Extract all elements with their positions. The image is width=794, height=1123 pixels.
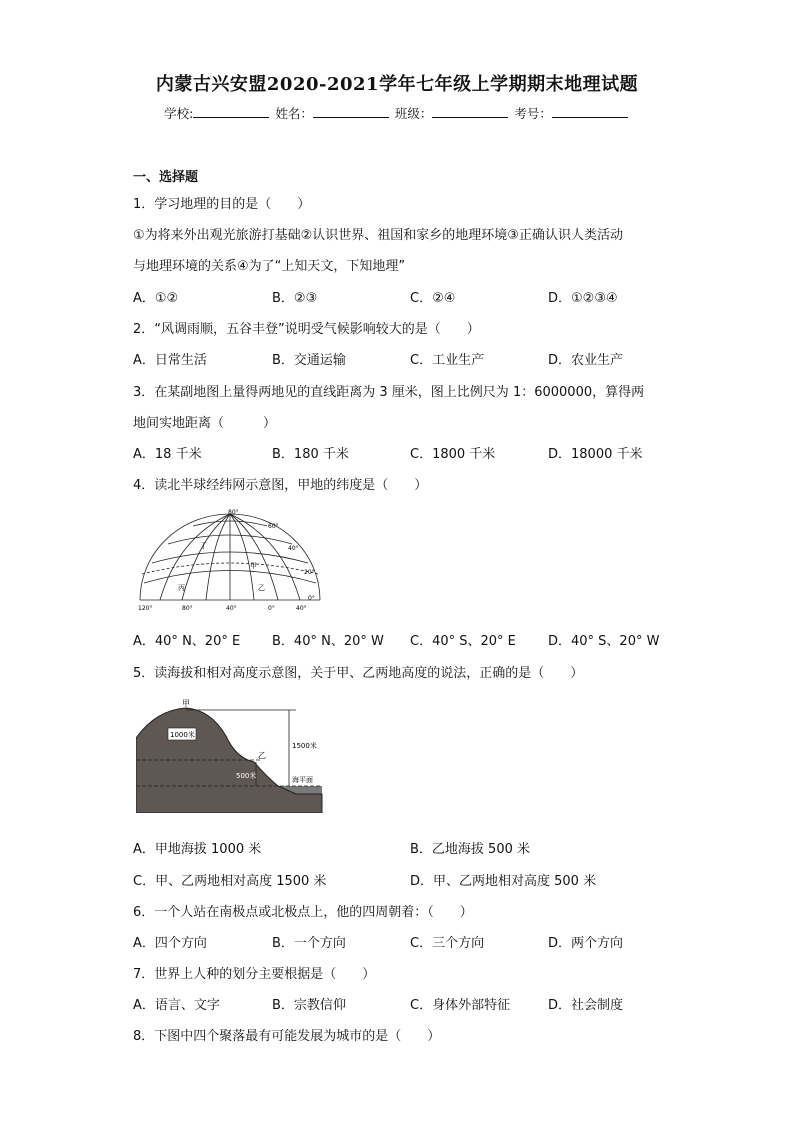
page-title: 内蒙古兴安盟2020-2021学年七年级上学期期末地理试题: [155, 74, 639, 95]
school-label: 学校:: [164, 106, 194, 121]
q6-stem: 6．一个人站在南极点或北极点上，他的四周朝着：（ ）: [133, 905, 473, 920]
class-blank: [432, 105, 508, 118]
name-blank: [313, 105, 389, 118]
lon-label-40: 40°: [226, 605, 237, 612]
q3-option-b: B．180 千米: [272, 447, 349, 462]
elevation-figure: [136, 698, 326, 813]
point-ding: 丁: [200, 542, 207, 550]
q5-option-b: B．乙地海拔 500 米: [410, 842, 530, 857]
lon-label-80: 80°: [182, 605, 193, 612]
q5-stem: 5．读海拔和相对高度示意图，关于甲、乙两地高度的说法，正确的是（ ）: [133, 666, 584, 681]
q4-stem: 4．读北半球经纬网示意图，甲地的纬度是（ ）: [133, 478, 428, 493]
lat-label-80: 80°: [228, 509, 239, 516]
number-blank: [552, 105, 628, 118]
q3-option-d: D．18000 千米: [548, 447, 643, 462]
q3-stem-1: 3．在某副地图上量得两地见的直线距离为 3 厘米，图上比例尺为 1：6000000，算得两: [133, 385, 645, 400]
q4-option-c: C．40° S、20° E: [410, 634, 516, 649]
lon-label-0: 0°: [268, 605, 275, 612]
q7-option-d: D．社会制度: [548, 998, 624, 1013]
q2-option-a: A．日常生活: [133, 353, 207, 368]
lon-label-40e: 40°: [296, 605, 307, 612]
point-yi: 乙: [258, 584, 265, 592]
q3-option-a: A．18 千米: [133, 447, 202, 462]
q2-option-d: D．农业生产: [548, 353, 624, 368]
q5-option-d: D．甲、乙两地相对高度 500 米: [410, 874, 597, 889]
lat-label-20: 20°: [304, 569, 315, 576]
graticule-figure: [138, 508, 323, 613]
q3-stem-2: 地间实地距离（ ）: [133, 416, 277, 431]
student-info-line: [0, 104, 794, 122]
class-label: 班级：: [394, 106, 433, 121]
label-500m: 500米: [236, 772, 257, 780]
q5-option-a: A．甲地海拔 1000 米: [133, 842, 262, 857]
q1-option-d: D．①②③④: [548, 291, 618, 306]
section-heading: 一、选择题: [133, 170, 199, 185]
q4-option-d: D．40° S、20° W: [548, 634, 660, 649]
label-yi: 乙: [258, 751, 266, 760]
lon-label-120: 120°: [138, 605, 153, 612]
q1-option-b: B．②③: [272, 291, 318, 306]
q7-option-a: A．语言、文字: [133, 998, 220, 1013]
q6-option-a: A．四个方向: [133, 936, 207, 951]
q4-option-a: A．40° N、20° E: [133, 634, 241, 649]
lat-label-40: 40°: [288, 545, 299, 552]
point-bing: 丙: [178, 584, 185, 592]
point-jia: 甲: [250, 562, 257, 570]
q6-option-c: C．三个方向: [410, 936, 485, 951]
q6-option-b: B．一个方向: [272, 936, 346, 951]
q1-option-c: C．②④: [410, 291, 456, 306]
q5-option-c: C．甲、乙两地相对高度 1500 米: [133, 874, 327, 889]
q7-option-c: C．身体外部特征: [410, 998, 511, 1013]
q1-text-1: ①为将来外出观光旅游打基础②认识世界、祖国和家乡的地理环境③正确认识人类活动: [133, 228, 623, 243]
q8-stem: 8．下图中四个聚落最有可能发展为城市的是（ ）: [133, 1029, 441, 1044]
school-blank: [193, 105, 269, 118]
name-label: 姓名：: [275, 106, 313, 121]
q2-option-b: B．交通运输: [272, 353, 346, 368]
label-sea-level: 海平面: [292, 776, 313, 784]
q1-text-2: 与地理环境的关系④为了“上知天文，下知地理”: [133, 259, 406, 274]
number-label: 考号：: [514, 106, 552, 121]
label-1500m: 1500米: [292, 742, 317, 750]
q6-option-d: D．两个方向: [548, 936, 624, 951]
lat-label-60: 60°: [268, 523, 279, 530]
q7-option-b: B．宗教信仰: [272, 998, 346, 1013]
q3-option-c: C．1800 千米: [410, 447, 496, 462]
label-jia: 甲: [182, 699, 190, 708]
label-1000m: 1000米: [170, 731, 195, 739]
q1-option-a: A．①②: [133, 291, 179, 306]
q2-option-c: C．工业生产: [410, 353, 485, 368]
q4-option-b: B．40° N、20° W: [272, 634, 384, 649]
lat-label-0: 0°: [308, 595, 315, 602]
q2-stem: 2．“风调雨顺，五谷丰登”说明受气候影响较大的是（ ）: [133, 322, 480, 337]
q7-stem: 7．世界上人种的划分主要根据是（ ）: [133, 967, 376, 982]
q1-stem: 1．学习地理的目的是（ ）: [133, 197, 311, 212]
